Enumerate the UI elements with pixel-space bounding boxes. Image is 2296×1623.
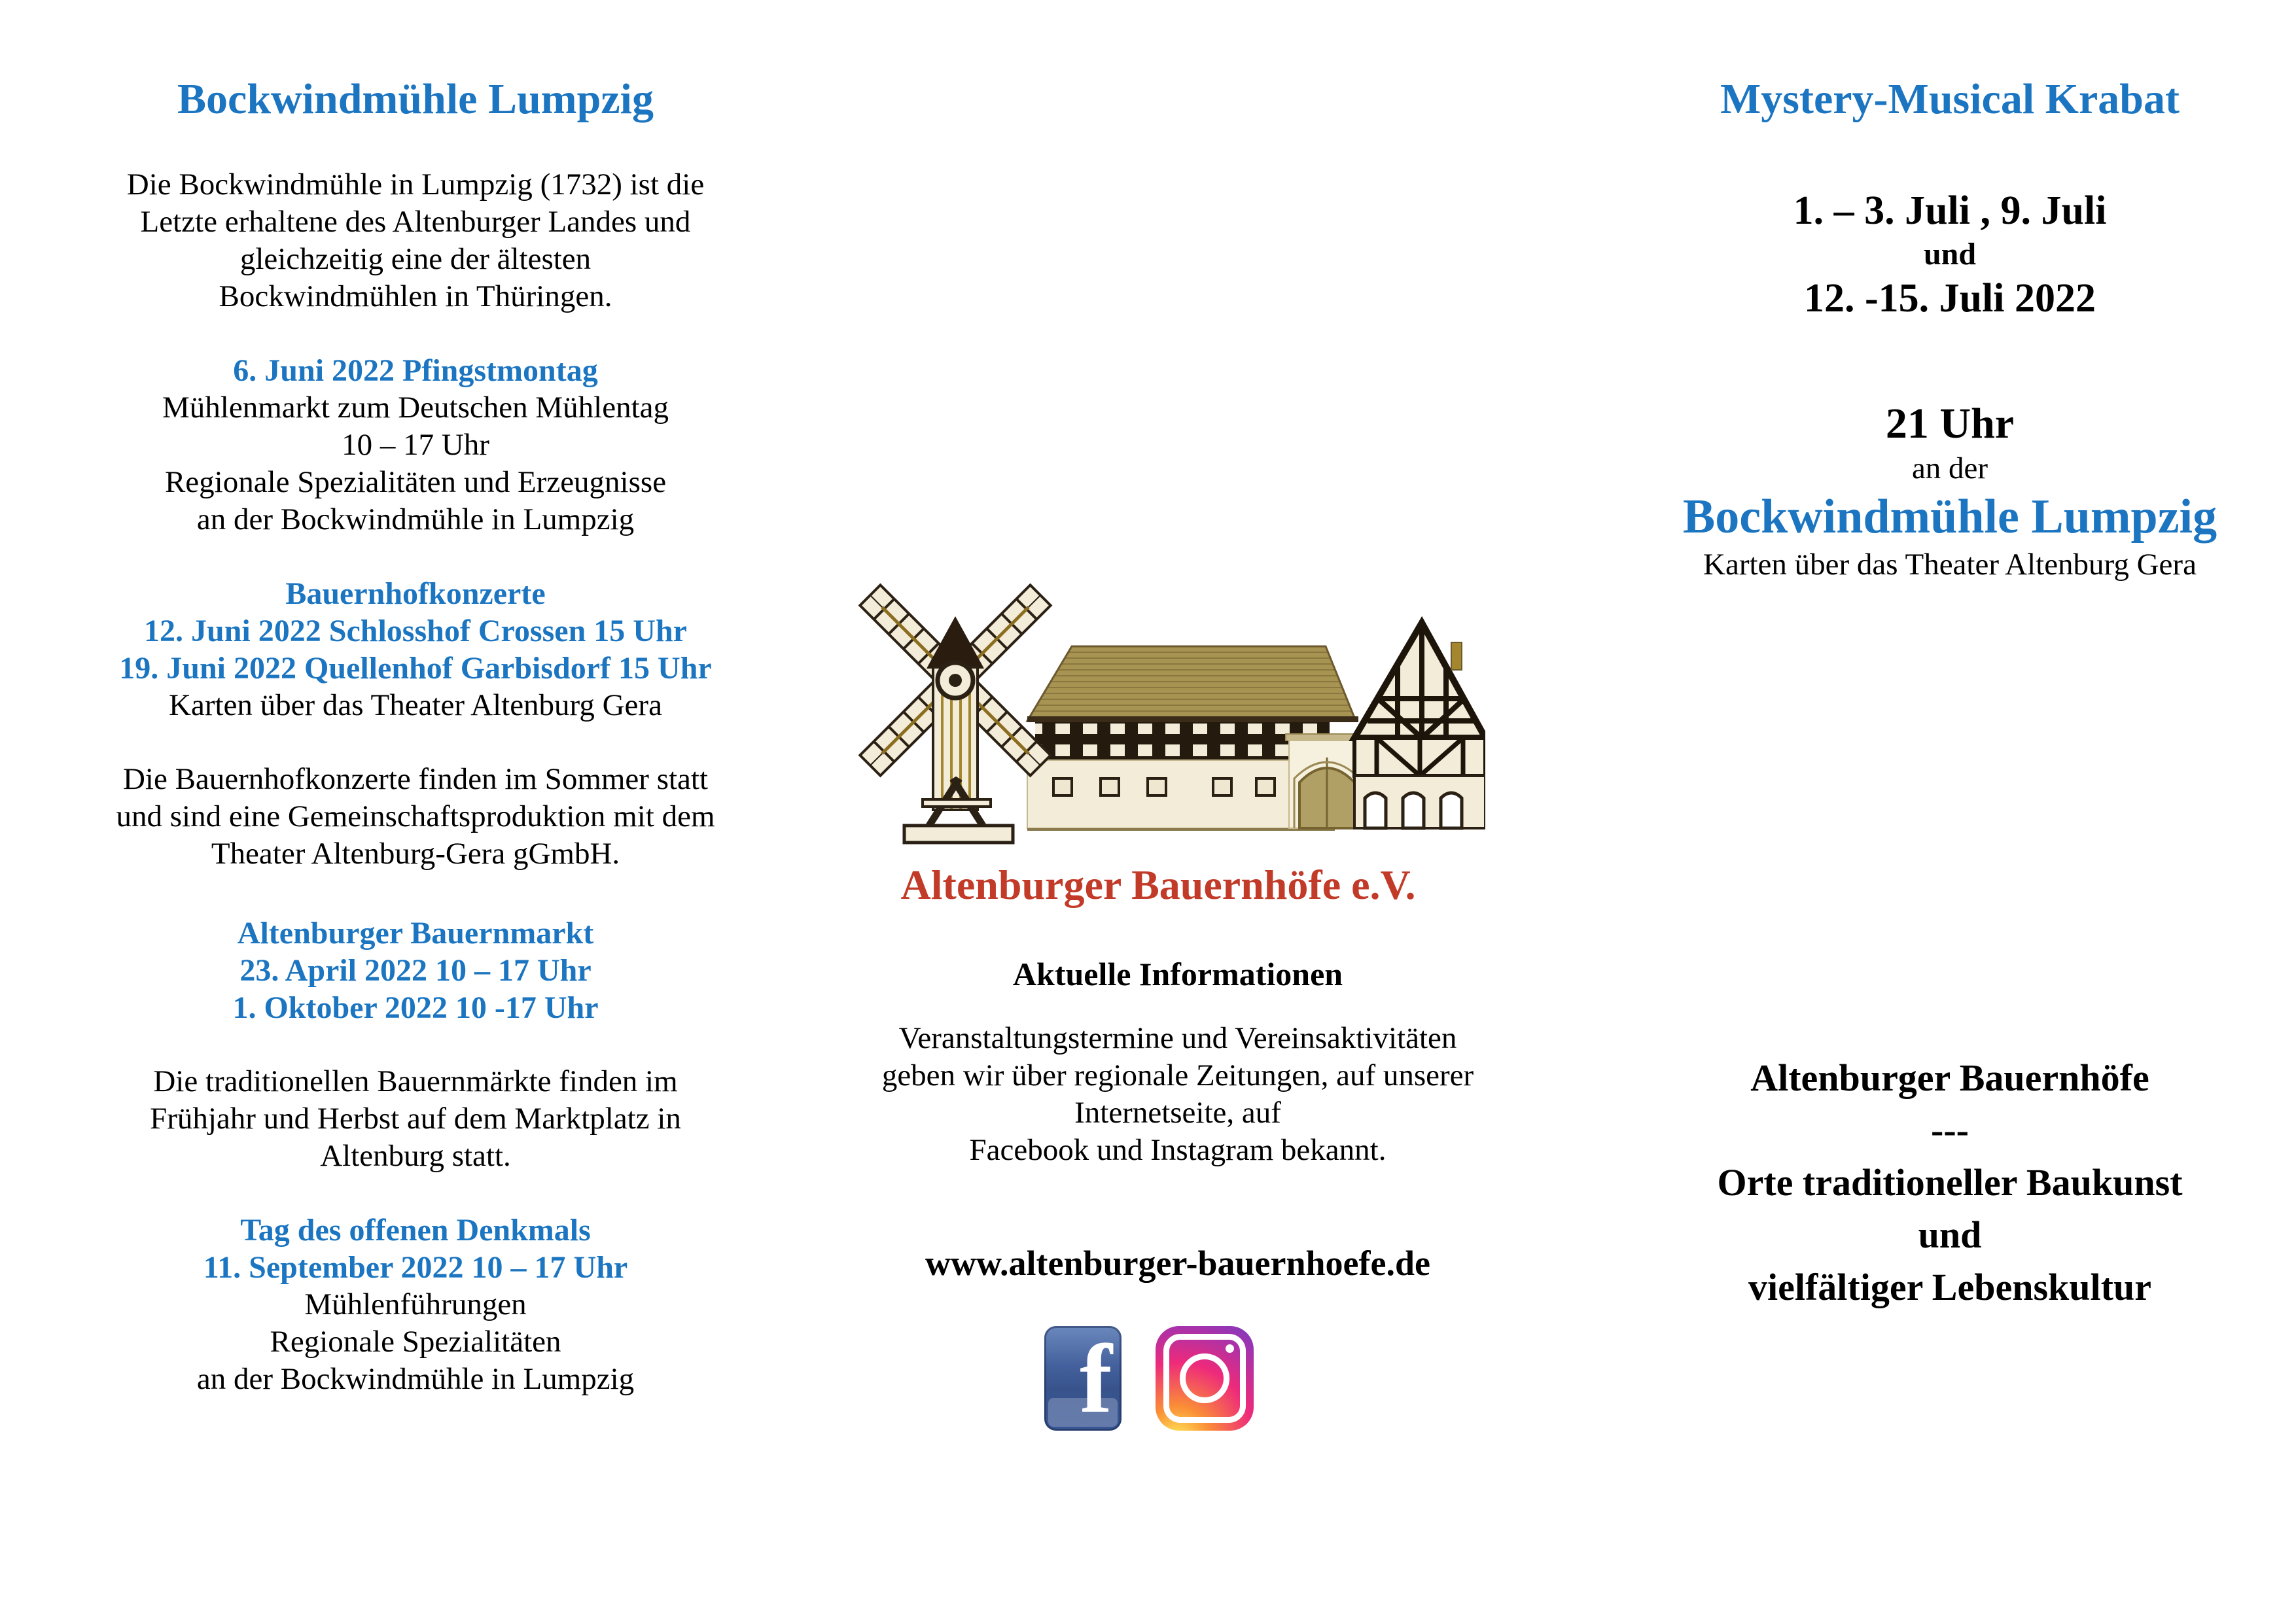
info-line: Internetseite, auf (1074, 1096, 1281, 1130)
left-column (85, 73, 746, 1398)
website-url: www.altenburger-bauernhoefe.de (925, 1244, 1430, 1283)
info-heading: Aktuelle Informationen (1012, 956, 1343, 992)
section-line: Regionale Spezialitäten und Erzeugnisse (164, 465, 667, 499)
section-heading: Altenburger Bauernmarkt (237, 916, 594, 951)
show-date-line: 1. – 3. Juli , 9. Juli (1793, 188, 2107, 233)
facebook-icon (1044, 1326, 1122, 1431)
right-title: Mystery-Musical Krabat (1720, 75, 2180, 123)
tickets-note: Karten über das Theater Altenburg Gera (1703, 548, 2197, 582)
logo-caption: Altenburger Bauernhöfe e.V. (900, 862, 1416, 908)
section-heading: Tag des offenen Denkmals (240, 1213, 591, 1248)
facebook-f-glyph: f (1080, 1326, 1112, 1431)
slogan-divider: --- (1931, 1109, 1969, 1151)
section-heading: Bauernhofkonzerte (285, 576, 546, 611)
section-heading: 6. Juni 2022 Pfingstmontag (233, 353, 598, 388)
section-bauernhofkonzerte (85, 575, 746, 724)
tickets-note: Karten über das Theater Altenburg Gera (169, 688, 662, 722)
windmill-farmhouse-icon (831, 582, 1485, 850)
description-line: und sind eine Gemeinschaftsproduktion mit dem (116, 799, 715, 833)
intro-line: gleichzeitig eine der ältesten (239, 242, 592, 276)
intro-line: Die Bockwindmühle in Lumpzig (1732) ist die (126, 167, 705, 201)
show-date-line: 12. -15. Juli 2022 (1803, 276, 2096, 321)
instagram-icon (1156, 1326, 1254, 1431)
info-line: Facebook und Instagram bekannt. (969, 1133, 1386, 1167)
association-slogan (1610, 1052, 2290, 1314)
info-line: geben wir über regionale Zeitungen, auf unserer (881, 1058, 1474, 1092)
show-time: 21 Uhr (1885, 400, 2015, 447)
slogan-line: Orte traditioneller Baukunst (1717, 1161, 2183, 1204)
intro-line: Bockwindmühlen in Thüringen. (219, 279, 612, 313)
show-date-connector: und (1923, 237, 1977, 271)
section-bauernmarkt (85, 915, 746, 1026)
intro-line: Letzte erhaltene des Altenburger Landes und (140, 205, 691, 239)
section-line: 10 – 17 Uhr (342, 428, 489, 462)
section-line: an der Bockwindmühle in Lumpzig (196, 1362, 635, 1396)
section-denkmal (85, 1212, 746, 1398)
slogan-line: und (1918, 1213, 1982, 1256)
denkmal-date: 11. September 2022 10 – 17 Uhr (203, 1250, 628, 1285)
venue-preposition: an der (1911, 451, 1988, 485)
description-line: Die traditionellen Bauernmärkte finden im (153, 1064, 678, 1098)
market-date: 1. Oktober 2022 10 -17 Uhr (232, 990, 599, 1025)
description-line: Die Bauernhofkonzerte finden im Sommer statt (122, 762, 709, 796)
konzerte-description (85, 761, 746, 873)
concert-date: 12. Juni 2022 Schlosshof Crossen 15 Uhr (144, 614, 687, 648)
concert-date: 19. Juni 2022 Quellenhof Garbisdorf 15 Uhr (119, 651, 712, 686)
right-column (1610, 73, 2290, 1314)
bauernmarkt-description (85, 1063, 746, 1175)
venue-name: Bockwindmühle Lumpzig (1682, 490, 2217, 544)
description-line: Frühjahr und Herbst auf dem Marktplatz in (150, 1102, 681, 1136)
slogan-line: Altenburger Bauernhöfe (1750, 1056, 2149, 1099)
slogan-line: vielfältiger Lebenskultur (1748, 1266, 2151, 1308)
section-line: Mühlenführungen (304, 1287, 527, 1321)
section-line: an der Bockwindmühle in Lumpzig (196, 502, 635, 536)
market-date: 23. April 2022 10 – 17 Uhr (239, 953, 592, 988)
section-line: Mühlenmarkt zum Deutschen Mühlentag (162, 391, 669, 425)
social-icons (743, 1326, 1555, 1431)
description-line: Theater Altenburg-Gera gGmbH. (211, 837, 620, 871)
description-line: Altenburg statt. (320, 1139, 511, 1173)
show-dates (1610, 186, 2290, 323)
info-paragraph (772, 1020, 1583, 1169)
section-line: Regionale Spezialitäten (270, 1325, 561, 1359)
info-line: Veranstaltungstermine und Vereinsaktivitäten (898, 1021, 1457, 1055)
left-intro-paragraph (85, 166, 746, 315)
instagram-flash-dot (1226, 1344, 1234, 1353)
section-pfingstmontag (85, 352, 746, 538)
logo-illustration (831, 582, 1485, 910)
left-title: Bockwindmühle Lumpzig (177, 75, 654, 123)
center-column (772, 582, 1583, 1431)
